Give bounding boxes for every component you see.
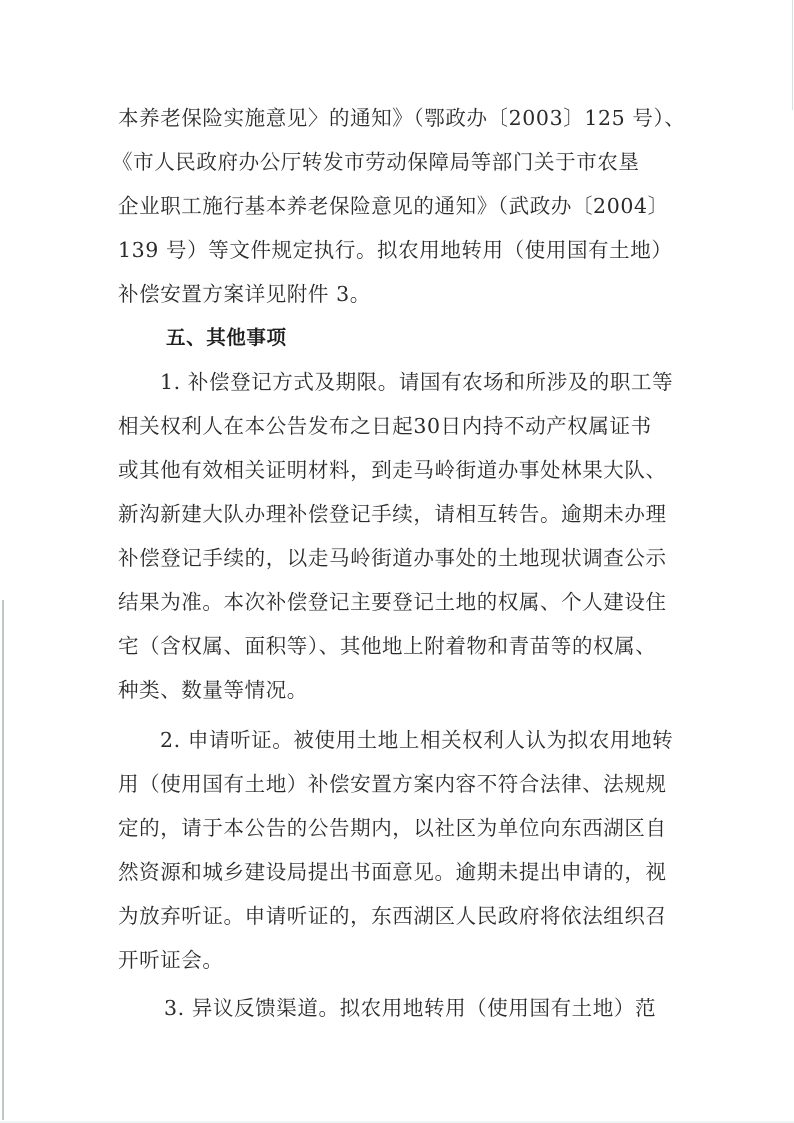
text-line: 2. 申请听证。被使用土地上相关权利人认为拟农用地转: [160, 728, 674, 752]
text-line: 企业职工施行基本养老保险意见的通知》（武政办〔2004〕: [118, 194, 669, 218]
text-line: 结果为准。本次补偿登记主要登记土地的权属、个人建设住: [118, 590, 667, 614]
text-line: 为放弃听证。申请听证的，东西湖区人民政府将依法组织召: [118, 904, 667, 928]
text-line: 种类、数量等情况。: [118, 678, 308, 702]
text-line: 然资源和城乡建设局提出书面意见。逾期未提出申请的，视: [118, 860, 667, 884]
text-line: 139 号）等文件规定执行。拟农用地转用（使用国有土地）: [118, 238, 673, 262]
text-line: 本养老保险实施意见〉的通知》（鄂政办〔2003〕125 号）、: [118, 106, 686, 130]
text-line: 补偿登记手续的，以走马岭街道办事处的土地现状调查公示: [118, 546, 667, 570]
text-line: 宅（含权属、面积等）、其他地上附着物和青苗等的权属、: [118, 634, 657, 658]
text-line: 用（使用国有土地）补偿安置方案内容不符合法律、法规规: [118, 772, 667, 796]
text-line: 开听证会。: [118, 948, 224, 972]
text-line: 1. 补偿登记方式及期限。请国有农场和所涉及的职工等: [160, 370, 674, 394]
text-line: 补偿安置方案详见附件 3。: [118, 282, 371, 306]
text-line: 或其他有效相关证明材料，到走马岭街道办事处林果大队、: [118, 458, 667, 482]
text-line: 3. 异议反馈渠道。拟农用地转用（使用国有土地）范: [164, 996, 657, 1020]
text-line: 定的，请于本公告的公告期内，以社区为单位向东西湖区自: [118, 816, 667, 840]
text-line: 新沟新建大队办理补偿登记手续，请相互转告。逾期未办理: [118, 502, 667, 526]
scan-edge-right: [792, 0, 793, 110]
section-heading: 五、其他事项: [166, 326, 287, 349]
text-line: 相关权利人在本公告发布之日起30日内持不动产权属证书: [118, 414, 652, 438]
text-line: 《市人民政府办公厅转发市劳动保障局等部门关于市农垦: [112, 150, 640, 174]
scan-edge-left: [2, 600, 4, 1120]
